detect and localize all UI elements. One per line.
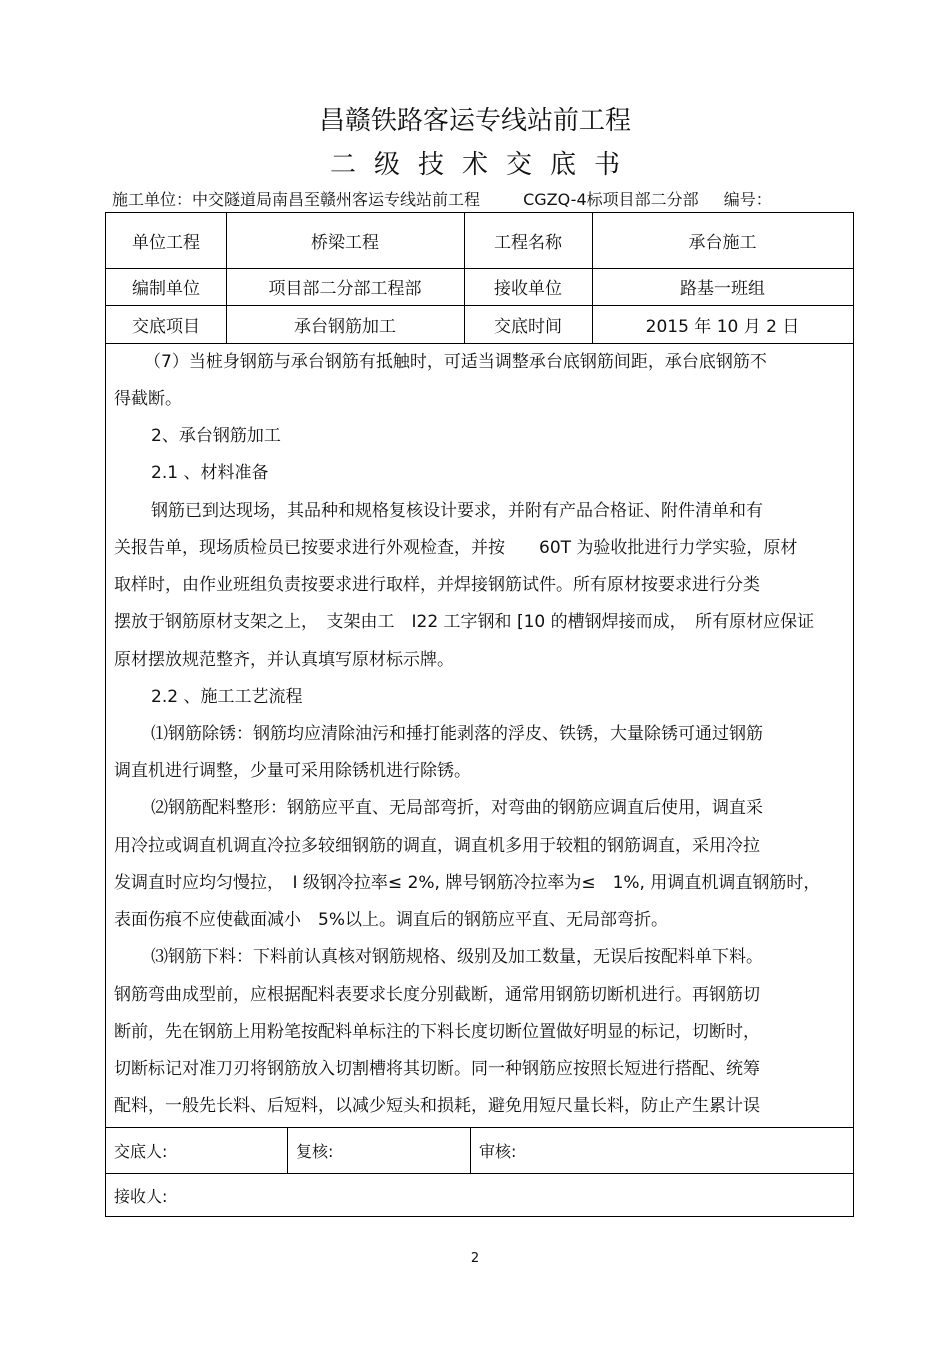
content-line: ⑵钢筋配料整形：钢筋应平直、无局部弯折，对弯曲的钢筋应调直后使用，调直采 [151, 798, 763, 818]
auditor-signature-label: 审核: [479, 1141, 517, 1161]
content-line: 2、承台钢筋加工 [151, 426, 281, 446]
value-unit-project: 桥梁工程 [311, 233, 379, 253]
content-line: ⑴钢筋除锈：钢筋均应清除油污和捶打能剥落的浮皮、铁锈，大量除锈可通过钢筋 [151, 724, 763, 744]
document-number-label: 编号： [723, 190, 772, 209]
content-line: 用冷拉或调直机调直冷拉多较细钢筋的调直，调直机多用于较粗的钢筋调直，采用冷拉 [114, 836, 760, 856]
content-line: 2.1 、材料准备 [151, 463, 269, 483]
column-divider [470, 1127, 471, 1173]
label-unit-project: 单位工程 [132, 233, 200, 253]
label-briefing-item: 交底项目 [132, 316, 200, 337]
label-compiling-unit: 编制单位 [132, 279, 200, 299]
construction-unit-label: 施工单位：中交隧道局南昌至赣州客运专线站前工程 [112, 190, 481, 209]
content-line: 摆放于钢筋原材支架之上， 支架由工 I22 工字钢和 [10 的槽钢焊接而成， 所有原材应保证 [114, 612, 815, 632]
content-line: 钢筋已到达现场，其品种和规格复核设计要求，并附有产品合格证、附件清单和有 [151, 501, 763, 521]
value-compiling-unit: 项目部二分部工程部 [268, 279, 422, 299]
label-project-name: 工程名称 [494, 233, 562, 253]
content-line: ⑶钢筋下料：下料前认真核对钢筋规格、级别及加工数量，无误后按配料单下料。 [151, 947, 763, 967]
content-line: 原材摆放规范整齐，并认真填写原材标示牌。 [114, 650, 454, 670]
content-line: 配料，一般先长料、后短料，以减少短头和损耗，避免用短尺量长料，防止产生累计误 [114, 1096, 760, 1116]
column-divider [287, 1127, 288, 1173]
document-subtitle: 二级技术交底书 [329, 150, 638, 180]
content-line: 表面伤痕不应使截面减小 5%以上。调直后的钢筋应平直、无局部弯折。 [114, 910, 668, 930]
briefer-signature-label: 交底人: [114, 1141, 168, 1161]
content-line: 断前，先在钢筋上用粉笔按配料单标注的下料长度切断位置做好明显的标记，切断时， [114, 1022, 760, 1042]
value-receiving-unit: 路基一班组 [680, 279, 765, 299]
content-line: 调直机进行调整，少量可采用除锈机进行除锈。 [114, 761, 471, 781]
document-title: 昌赣铁路客运专线站前工程 [318, 106, 631, 136]
content-line: 取样时，由作业班组负责按要求进行取样，并焊接钢筋试件。所有原材按要求进行分类 [114, 575, 760, 595]
row-divider [106, 1173, 853, 1174]
page-number: 2 [470, 1251, 480, 1266]
receiver-signature-label: 接收人: [114, 1187, 168, 1206]
checker-signature-label: 复核: [296, 1141, 334, 1161]
construction-unit-line [112, 187, 852, 210]
content-line: 钢筋弯曲成型前，应根据配料表要求长度分别截断，通常用钢筋切断机进行。再钢筋切 [114, 985, 760, 1005]
label-briefing-time: 交底时间 [494, 316, 562, 337]
content-line: （7）当桩身钢筋与承台钢筋有抵触时，可适当调整承台底钢筋间距，承台底钢筋不 [144, 352, 767, 372]
value-briefing-item: 承台钢筋加工 [294, 316, 396, 337]
label-receiving-unit: 接收单位 [494, 279, 562, 299]
section-code: CGZQ-4标项目部二分部 [523, 190, 699, 209]
content-line: 发调直时应均匀慢拉， Ⅰ 级钢冷拉率≤ 2%, 牌号钢筋冷拉率为≤ 1%, 用调直机调直钢筋时， [114, 873, 821, 893]
value-briefing-time: 2015 年 10 月 2 日 [645, 316, 800, 337]
briefing-table [105, 212, 854, 1217]
value-project-name: 承台施工 [688, 233, 757, 253]
content-line: 切断标记对准刀刃将钢筋放入切割槽将其切断。同一种钢筋应按照长短进行搭配、统筹 [114, 1059, 760, 1079]
content-line: 2.2 、施工工艺流程 [151, 687, 303, 707]
row-divider [106, 343, 853, 344]
content-line: 得截断。 [114, 389, 182, 409]
content-line: 关报告单，现场质检员已按要求进行外观检查，并按 60T 为验收批进行力学实验，原材 [114, 538, 798, 558]
